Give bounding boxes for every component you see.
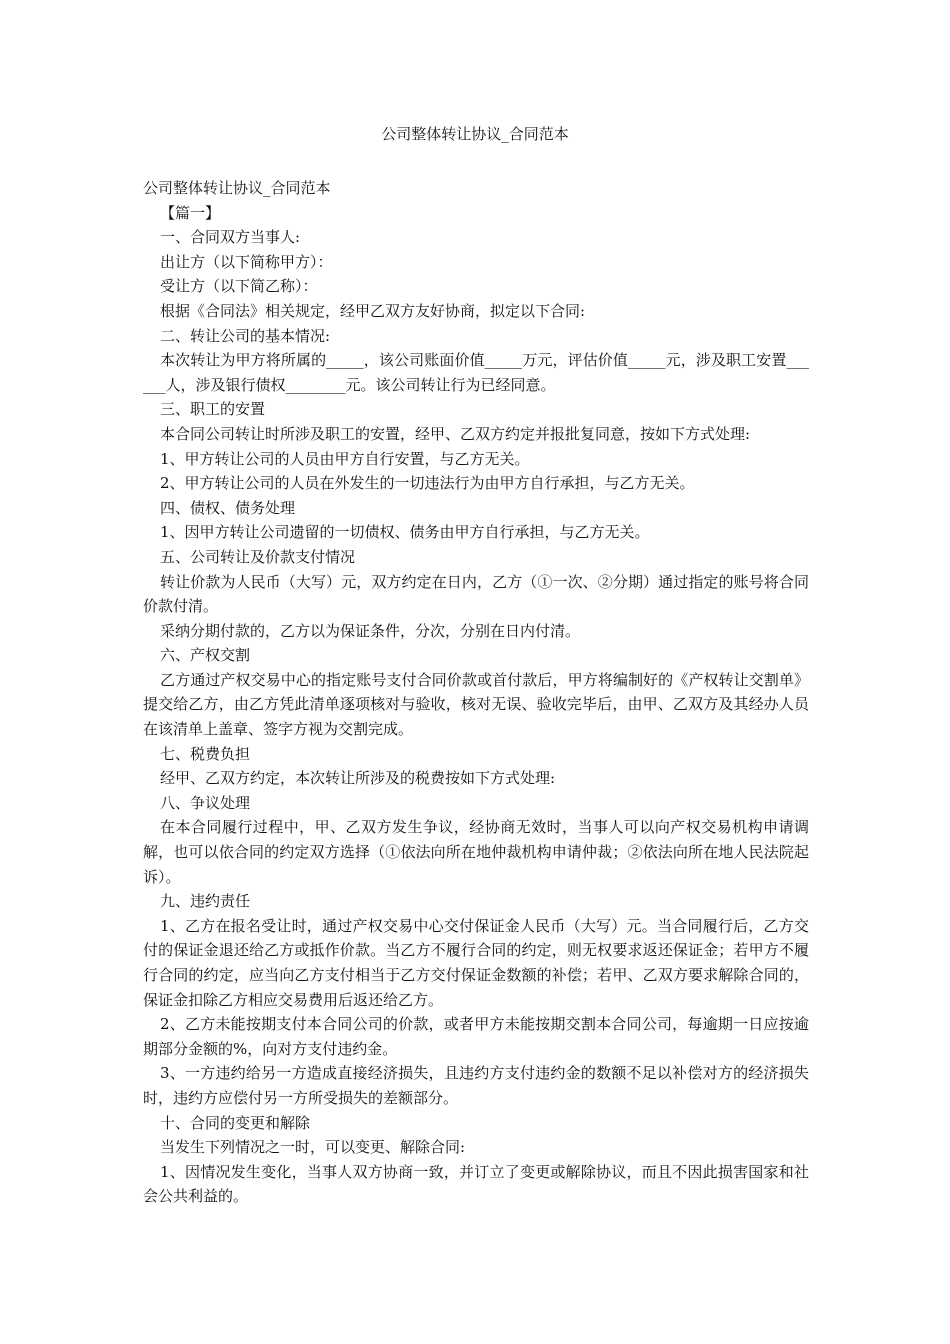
section-heading: 十、合同的变更和解除 [160, 1113, 311, 1132]
paragraph: 转让价款为人民币（大写）元，双方约定在日内，乙方（①一次、②分期）通过指定的账号将合同价款付清。 [143, 572, 809, 616]
section-heading: 六、产权交割 [160, 646, 251, 665]
paragraph: 1、因甲方转让公司遗留的一切债权、债务由甲方自行承担，与乙方无关。 [160, 523, 650, 542]
paragraph: 出让方（以下简称甲方）： [160, 252, 333, 271]
section-heading: 八、争议处理 [160, 793, 251, 812]
paragraph: 本合同公司转让时所涉及职工的安置，经甲、乙双方约定并报批复同意，按如下方式处理: [160, 424, 751, 443]
paragraph: 1、甲方转让公司的人员由甲方自行安置，与乙方无关。 [160, 449, 530, 468]
document-body [143, 176, 809, 1209]
paragraph: 1、乙方在报名受让时，通过产权交易中心交付保证金人民币（大写）元。当合同履行后，乙方交付的保证金退还给乙方或抵作价款。当乙方不履行合同的约定，则无权要求返还保证金；若甲方不履行合同的约定，应当向乙方支付相当于乙方交付保证金数额的补偿；若甲、乙双方要求解除合同的，保证金扣除乙方相应交易费用后返还给乙方。 [143, 916, 809, 1009]
section-heading: 五、公司转让及价款支付情况 [160, 547, 356, 566]
section-heading: 七、税费负担 [160, 744, 251, 763]
section-heading: 三、职工的安置 [160, 400, 266, 419]
paragraph: 根据《合同法》相关规定，经甲乙双方友好协商，拟定以下合同: [160, 301, 586, 320]
paragraph: 2、甲方转让公司的人员在外发生的一切违法行为由甲方自行承担，与乙方无关。 [160, 474, 695, 493]
paragraph: 本次转让为甲方将所属的_____，该公司账面价值_____万元，评估价值_____元，涉及职工安置______人，涉及银行债权________元。该公司转让行为已经同意。 [143, 351, 809, 394]
paragraph: 1、因情况发生变化，当事人双方协商一致，并订立了变更或解除协议，而且不因此损害国家和社会公共利益的。 [143, 1162, 809, 1206]
paragraph: 2、乙方未能按期支付本合同公司的价款，或者甲方未能按期交割本合同公司，每逾期一日应按逾期部分金额的%，向对方支付违约金。 [143, 1015, 809, 1058]
section-heading: 四、债权、债务处理 [160, 498, 296, 517]
section-heading: 二、转让公司的基本情况: [160, 326, 331, 345]
paragraph: 当发生下列情况之一时，可以变更、解除合同: [160, 1138, 466, 1157]
section-label: 【篇一】 [160, 203, 221, 222]
paragraph: 乙方通过产权交易中心的指定账号支付合同价款或首付款后，甲方将编制好的《产权转让交割单》提交给乙方，由乙方凭此清单逐项核对与验收，核对无误、验收完毕后，由甲、乙双方及其经办人员在该清单上盖章、签字方视为交割完成。 [143, 670, 809, 739]
paragraph: 采纳分期付款的，乙方以为保证条件，分次，分别在日内付清。 [160, 621, 581, 640]
paragraph: 受让方（以下简乙称）： [160, 277, 318, 296]
page-title: 公司整体转让协议_合同范本 [381, 125, 569, 143]
paragraph: 经甲、乙双方约定，本次转让所涉及的税费按如下方式处理: [160, 769, 556, 788]
section-heading: 一、合同双方当事人: [160, 228, 301, 247]
paragraph: 3、一方违约给另一方造成直接经济损失，且违约方支付违约金的数额不足以补偿对方的经济损失时，违约方应偿付另一方所受损失的差额部分。 [143, 1064, 809, 1107]
paragraph: 在本合同履行过程中，甲、乙双方发生争议，经协商无效时，当事人可以向产权交易机构申请调解，也可以依合同的约定双方选择（①依法向所在地仲裁机构申请仲裁；②依法向所在地人民法院起诉）。 [143, 818, 809, 886]
section-heading: 九、违约责任 [160, 892, 251, 911]
document-heading: 公司整体转让协议_合同范本 [143, 179, 331, 197]
